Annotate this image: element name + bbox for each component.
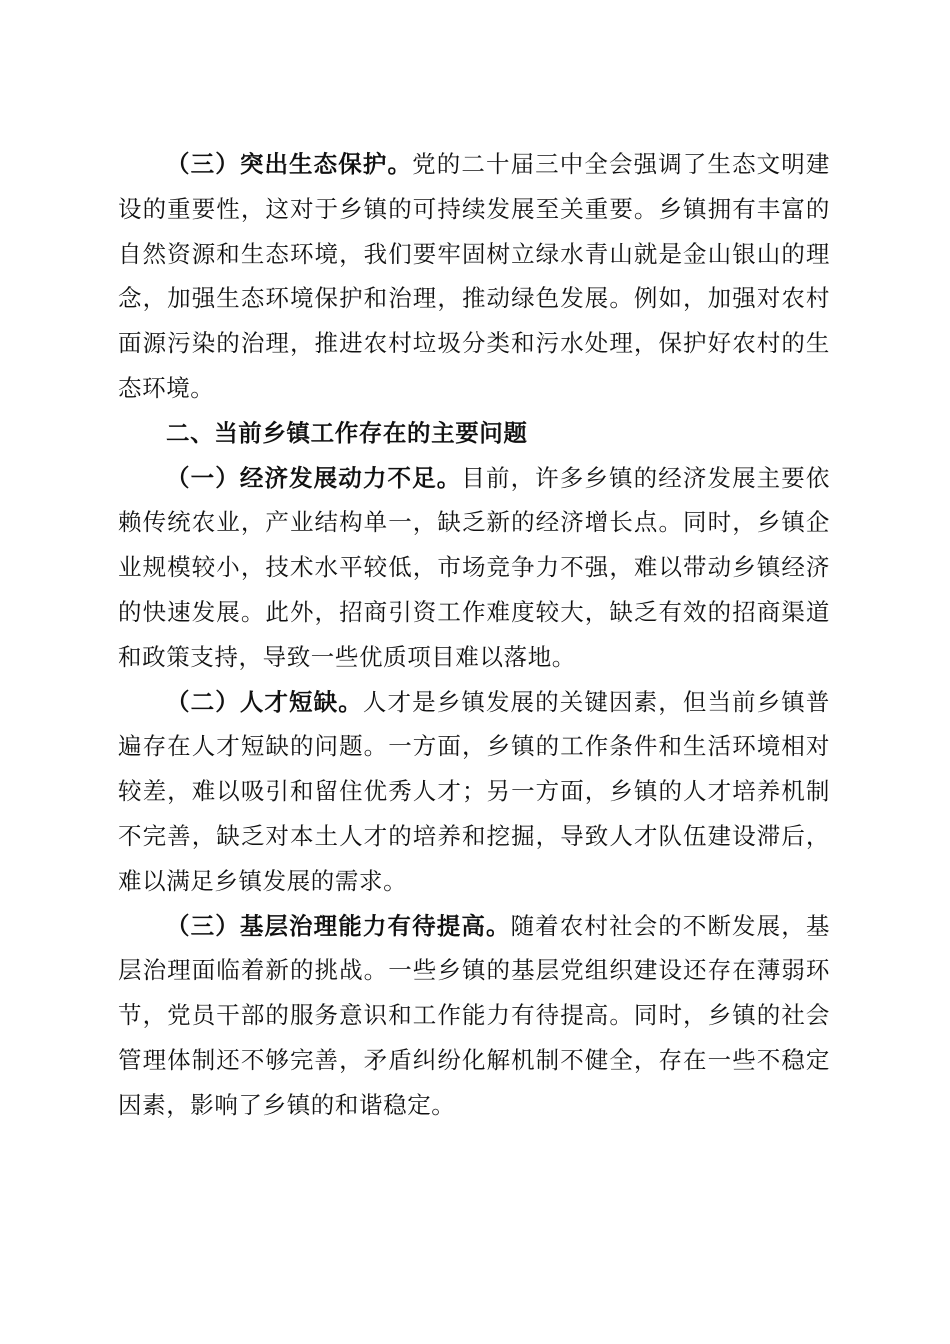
paragraph-lead: （一）经济发展动力不足。 [166, 463, 462, 492]
paragraph-ecology-protection [118, 142, 830, 411]
paragraph-lead: （三）突出生态保护。 [166, 150, 413, 178]
paragraph-talent-shortage [118, 680, 830, 904]
paragraph-grassroots-governance [118, 904, 830, 1128]
paragraph-economic-drive [118, 456, 830, 680]
paragraph-text: 党的二十届三中全会强调了生态文明建设的重要性，这对于乡镇的可持续发展至关重要。乡镇拥有丰富的自然资源和生态环境，我们要牢固树立绿水青山就是金山银山的理念，加强生态环境保护和治理，推动绿色发展。例如，加强对农村面源污染的治理，推进农村垃圾分类和污水处理，保护好农村的生态环境。 [118, 150, 831, 402]
section-heading: 二、当前乡镇工作存在的主要问题 [166, 418, 528, 447]
paragraph-lead: （二）人才短缺。 [166, 687, 363, 716]
paragraph-text: 目前，许多乡镇的经济发展主要依赖传统农业，产业结构单一，缺乏新的经济增长点。同时，乡镇企业规模较小，技术水平较低，市场竞争力不强，难以带动乡镇经济的快速发展。此外，招商引资工作难度较大，缺乏有效的招商渠道和政策支持，导致一些优质项目难以落地。 [118, 463, 831, 671]
paragraph-lead: （三）基层治理能力有待提高。 [166, 911, 511, 940]
document-body [118, 142, 830, 1128]
paragraph-text: 人才是乡镇发展的关键因素，但当前乡镇普遍存在人才短缺的问题。一方面，乡镇的工作条件和生活环境相对较差，难以吸引和留住优秀人才；另一方面，乡镇的人才培养机制不完善，缺乏对本土人才的培养和挖掘，导致人才队伍建设滞后，难以满足乡镇发展的需求。 [118, 687, 830, 895]
paragraph-text: 随着农村社会的不断发展，基层治理面临着新的挑战。一些乡镇的基层党组织建设还存在薄弱环节，党员干部的服务意识和工作能力有待提高。同时，乡镇的社会管理体制还不够完善，矛盾纠纷化解机制不健全，存在一些不稳定因素，影响了乡镇的和谐稳定。 [118, 911, 830, 1119]
